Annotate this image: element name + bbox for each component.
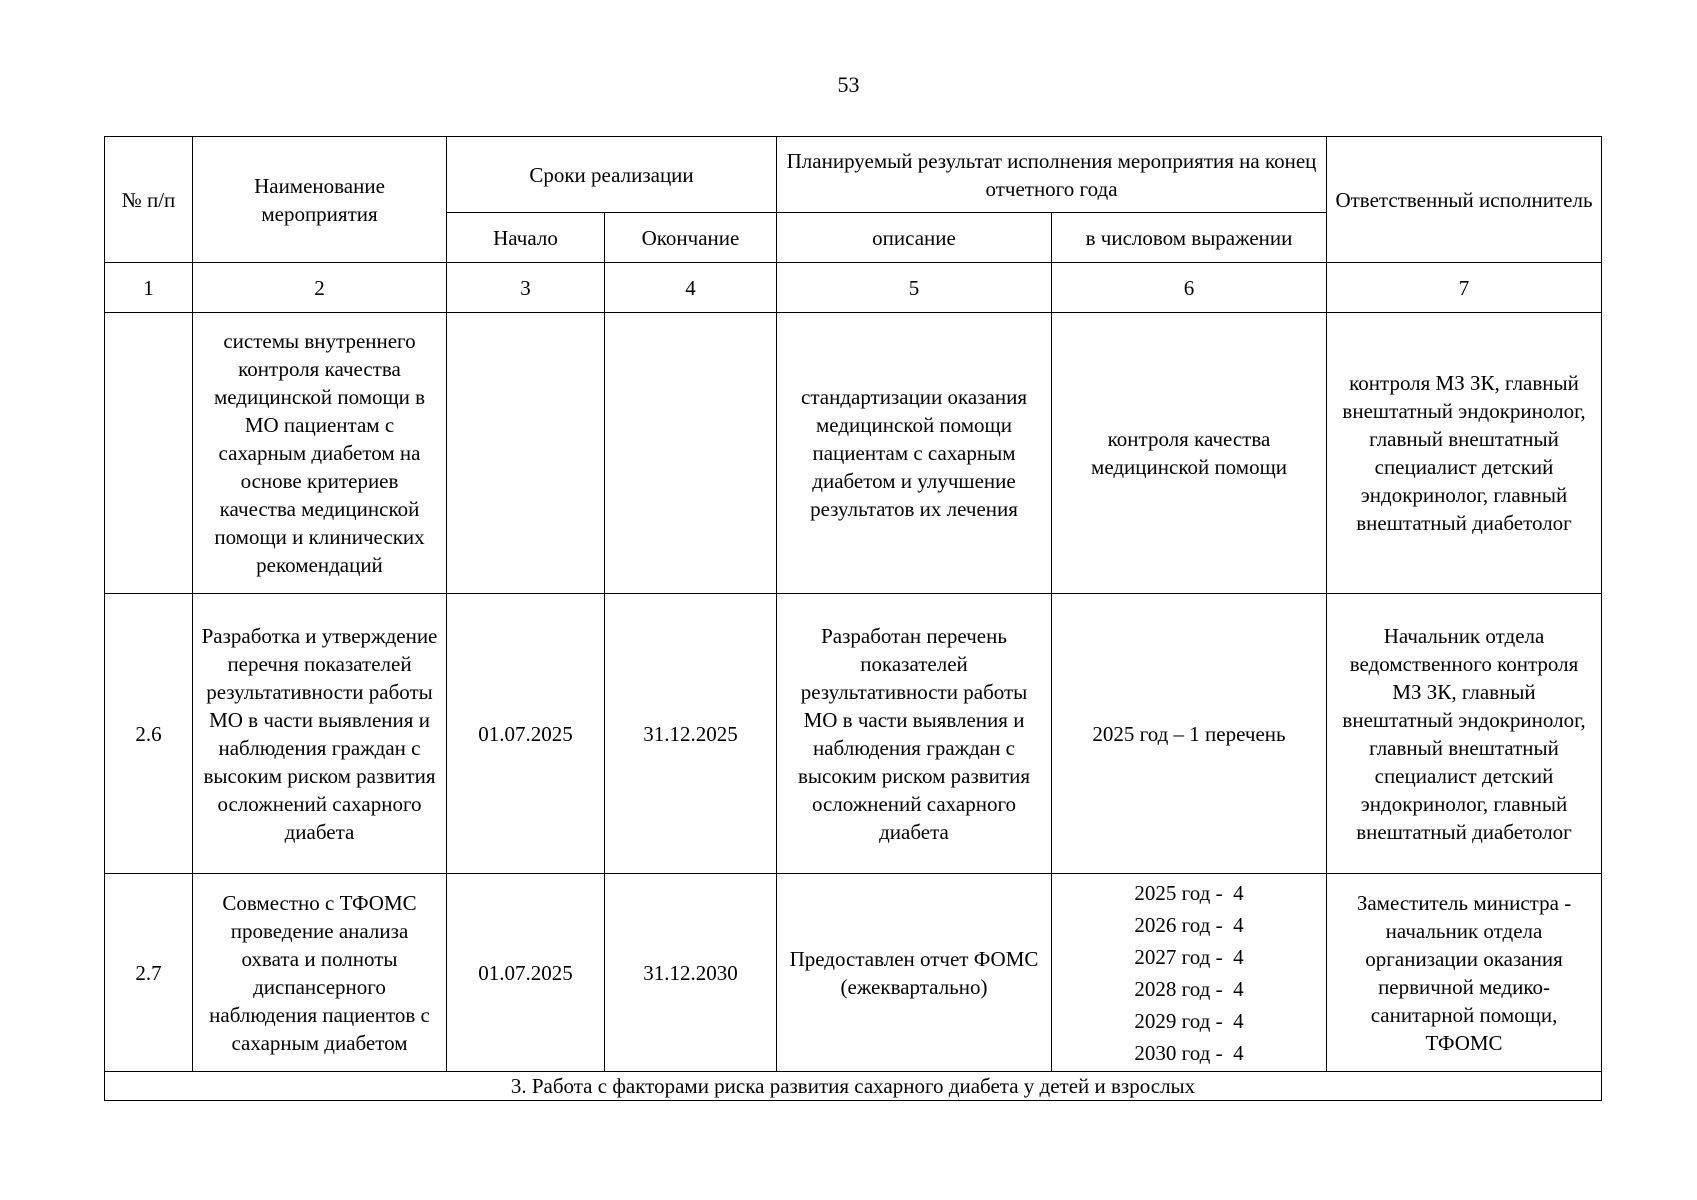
index-cell: 3	[447, 263, 605, 313]
row-name: системы внутреннего контроля качества медицинской помощи в МО пациентам с сахарным диабетом на основе критериев качества медицинской помощи и клинических рекомендаций	[193, 313, 447, 594]
row-desc: Предоставлен отчет ФОМС (ежеквартально)	[777, 874, 1052, 1072]
table-row	[105, 594, 1602, 874]
header-numeric: в числовом выражении	[1052, 213, 1327, 263]
row-num: 2.6	[105, 594, 193, 874]
row-end: 31.12.2030	[605, 874, 777, 1072]
numeric-line: 2027 год - 4	[1134, 944, 1244, 969]
header-num: № п/п	[105, 137, 193, 263]
row-responsible: Начальник отдела ведомственного контроля МЗ ЗК, главный внештатный эндокринолог, главный внештатный специалист детский эндокринолог, главный внештатный диабетолог	[1327, 594, 1602, 874]
row-name: Разработка и утверждение перечня показателей результативности работы МО в части выявления и наблюдения граждан с высоким риском развития осложнений сахарного диабета	[193, 594, 447, 874]
row-name: Совместно с ТФОМС проведение анализа охвата и полноты диспансерного наблюдения пациентов с сахарным диабетом	[193, 874, 447, 1072]
page-number: 53	[837, 72, 860, 97]
index-cell: 7	[1327, 263, 1602, 313]
index-cell: 6	[1052, 263, 1327, 313]
row-start	[447, 313, 605, 594]
row-numeric: контроля качества медицинской помощи	[1052, 313, 1327, 594]
row-desc: стандартизации оказания медицинской помощи пациентам с сахарным диабетом и улучшение результатов их лечения	[777, 313, 1052, 594]
section-title: 3. Работа с факторами риска развития сахарного диабета у детей и взрослых	[105, 1072, 1602, 1101]
row-responsible: Заместитель министра - начальник отдела организации оказания первичной медико-санитарной помощи, ТФОМС	[1327, 874, 1602, 1072]
row-end	[605, 313, 777, 594]
row-end: 31.12.2025	[605, 594, 777, 874]
header-row-1	[105, 137, 1602, 213]
index-cell: 2	[193, 263, 447, 313]
index-row	[105, 263, 1602, 313]
table-row	[105, 313, 1602, 594]
table-row	[105, 874, 1602, 1072]
row-desc: Разработан перечень показателей результативности работы МО в части выявления и наблюдения граждан с высоким риском развития осложнений сахарного диабета	[777, 594, 1052, 874]
numeric-line: 2025 год - 4	[1134, 880, 1244, 905]
index-cell: 5	[777, 263, 1052, 313]
numeric-line: 2026 год - 4	[1134, 912, 1244, 937]
row-responsible: контроля МЗ ЗК, главный внештатный эндокринолог, главный внештатный специалист детский эндокринолог, главный внештатный диабетолог	[1327, 313, 1602, 594]
header-start: Начало	[447, 213, 605, 263]
row-num: 2.7	[105, 874, 193, 1072]
section-row	[105, 1072, 1602, 1101]
numeric-line: 2029 год - 4	[1134, 1008, 1244, 1033]
header-name: Наименование мероприятия	[193, 137, 447, 263]
numeric-line: 2030 год - 4	[1134, 1040, 1244, 1065]
row-numeric: 2025 год – 1 перечень	[1052, 594, 1327, 874]
index-cell: 1	[105, 263, 193, 313]
row-numeric	[1052, 874, 1327, 1072]
index-cell: 4	[605, 263, 777, 313]
row-num	[105, 313, 193, 594]
header-result: Планируемый результат исполнения мероприятия на конец отчетного года	[777, 137, 1327, 213]
header-desc: описание	[777, 213, 1052, 263]
row-start: 01.07.2025	[447, 594, 605, 874]
row-start: 01.07.2025	[447, 874, 605, 1072]
plan-table	[104, 136, 1602, 1101]
numeric-line: 2028 год - 4	[1134, 976, 1244, 1001]
header-responsible: Ответственный исполнитель	[1327, 137, 1602, 263]
header-terms: Сроки реализации	[447, 137, 777, 213]
header-end: Окончание	[605, 213, 777, 263]
